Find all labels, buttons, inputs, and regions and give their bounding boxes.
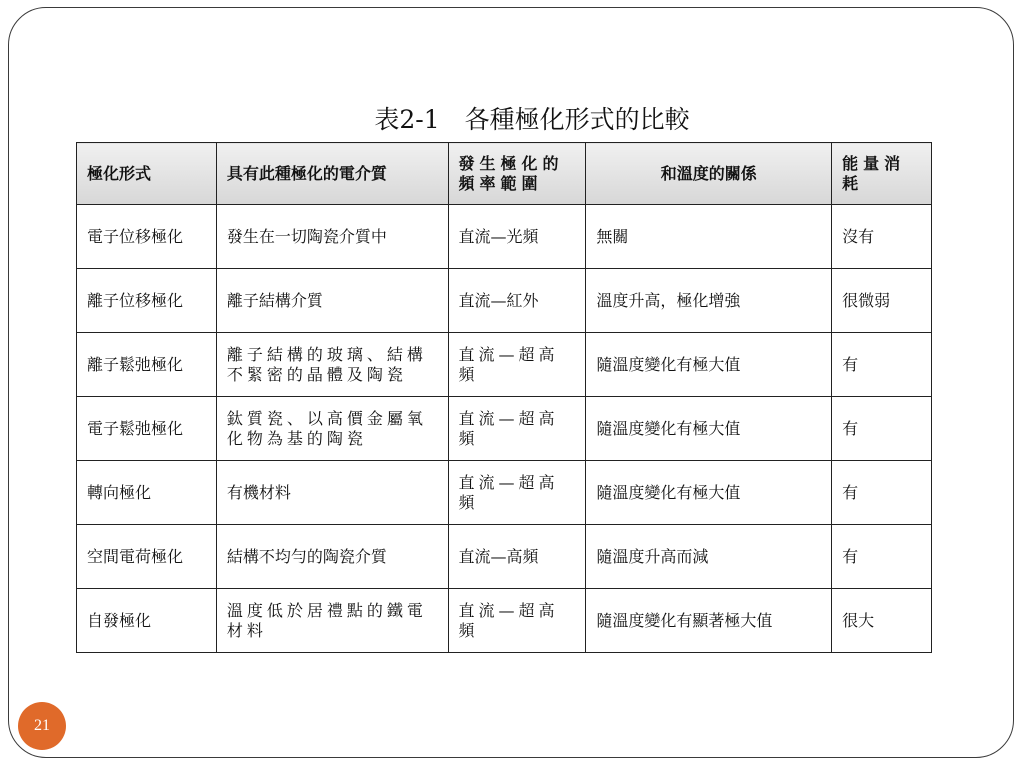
cell-dielectric: 結構不均勻的陶瓷介質: [216, 525, 448, 589]
cell-temperature-relation: 隨溫度變化有極大值: [586, 397, 832, 461]
cell-energy-loss: 沒有: [832, 205, 932, 269]
table-row: [77, 205, 932, 269]
cell-polarization-type: 離子鬆弛極化: [77, 333, 217, 397]
table-header-row: [77, 143, 932, 205]
cell-polarization-type: 轉向極化: [77, 461, 217, 525]
table-title: 表2-1 各種極化形式的比較: [374, 105, 690, 134]
cell-temperature-relation: 溫度升高，極化增強: [586, 269, 832, 333]
cell-polarization-type: 自發極化: [77, 589, 217, 653]
cell-energy-loss: 有: [832, 461, 932, 525]
cell-frequency-range: 直流—紅外: [448, 269, 586, 333]
header-frequency-range: 發生極化的頻率範圍: [448, 143, 586, 205]
page-number-badge: 21: [18, 702, 66, 750]
cell-dielectric: 鈦質瓷、以高價金屬氧化物為基的陶瓷: [216, 397, 448, 461]
header-energy-loss: 能量消耗: [832, 143, 932, 205]
cell-energy-loss: 有: [832, 397, 932, 461]
cell-dielectric: 有機材料: [216, 461, 448, 525]
cell-temperature-relation: 隨溫度變化有極大值: [586, 333, 832, 397]
cell-dielectric: 溫度低於居禮點的鐵電材料: [216, 589, 448, 653]
table-row: [77, 525, 932, 589]
cell-energy-loss: 很大: [832, 589, 932, 653]
table-row: [77, 397, 932, 461]
table-row: [77, 461, 932, 525]
comparison-table: [76, 142, 932, 653]
cell-dielectric: 發生在一切陶瓷介質中: [216, 205, 448, 269]
cell-temperature-relation: 無關: [586, 205, 832, 269]
cell-polarization-type: 離子位移極化: [77, 269, 217, 333]
cell-frequency-range: 直流—光頻: [448, 205, 586, 269]
header-dielectric: 具有此種極化的電介質: [216, 143, 448, 205]
cell-temperature-relation: 隨溫度變化有顯著極大值: [586, 589, 832, 653]
cell-frequency-range: 直流—高頻: [448, 525, 586, 589]
header-temperature-relation: 和溫度的關係: [586, 143, 832, 205]
table-row: [77, 589, 932, 653]
cell-energy-loss: 有: [832, 525, 932, 589]
cell-temperature-relation: 隨溫度變化有極大值: [586, 461, 832, 525]
cell-temperature-relation: 隨溫度升高而減: [586, 525, 832, 589]
cell-dielectric: 離子結構介質: [216, 269, 448, 333]
cell-polarization-type: 電子鬆弛極化: [77, 397, 217, 461]
cell-energy-loss: 有: [832, 333, 932, 397]
cell-dielectric: 離子結構的玻璃、結構不緊密的晶體及陶瓷: [216, 333, 448, 397]
cell-frequency-range: 直流—超高頻: [448, 333, 586, 397]
table-row: [77, 333, 932, 397]
cell-frequency-range: 直流—超高頻: [448, 461, 586, 525]
cell-frequency-range: 直流—超高頻: [448, 397, 586, 461]
header-polarization-type: 極化形式: [77, 143, 217, 205]
cell-polarization-type: 空間電荷極化: [77, 525, 217, 589]
table-row: [77, 269, 932, 333]
cell-energy-loss: 很微弱: [832, 269, 932, 333]
cell-frequency-range: 直流—超高頻: [448, 589, 586, 653]
cell-polarization-type: 電子位移極化: [77, 205, 217, 269]
